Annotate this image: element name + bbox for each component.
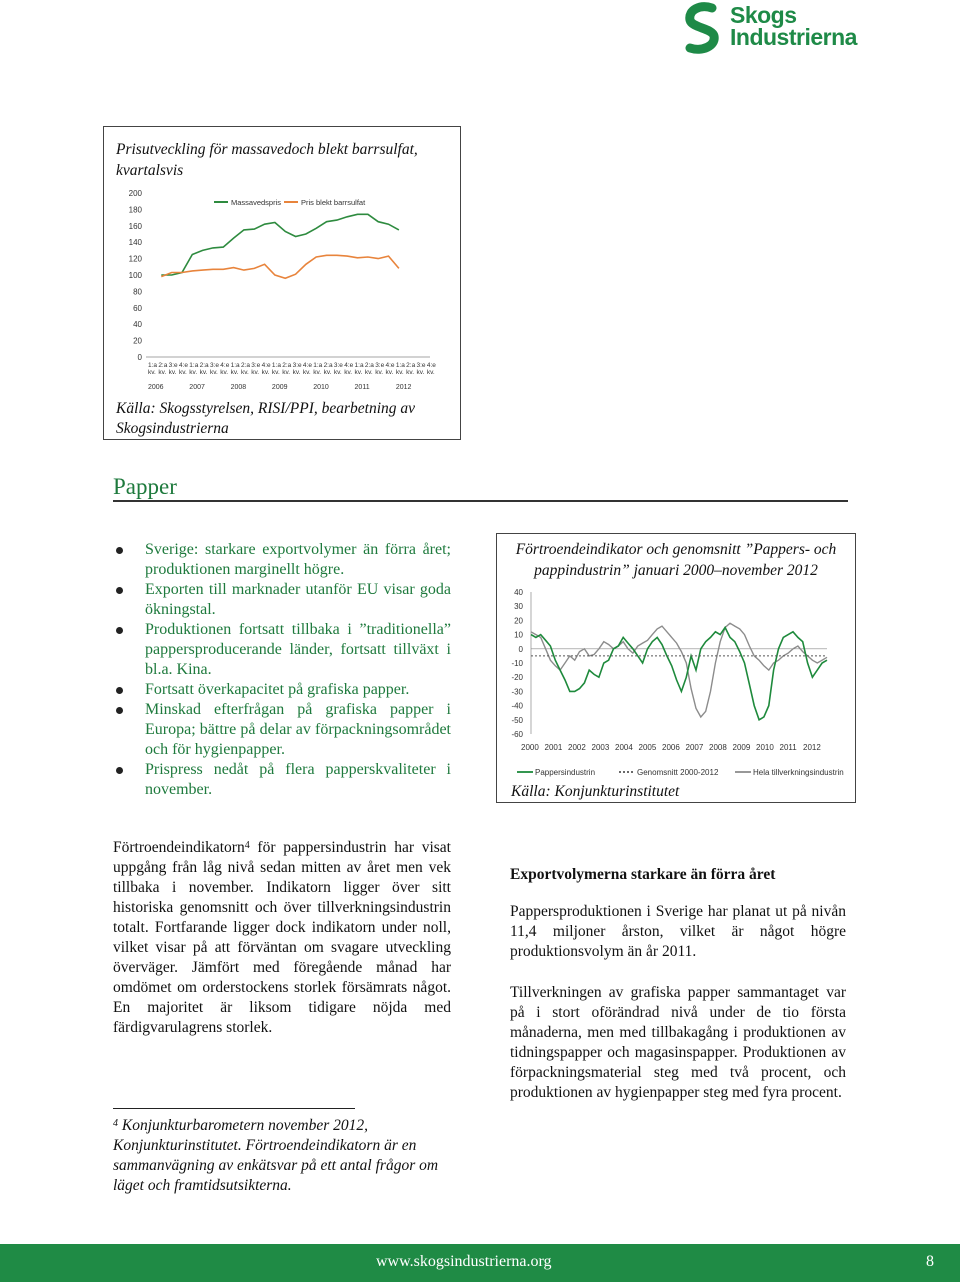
confidence-chart-source: Källa: Konjunkturinstitutet (511, 783, 680, 800)
x-quarter-label: kv. (168, 369, 177, 376)
bullet-item: Minskad efterfrågan på grafiska papper i Europa; bättre på delar av förpackningsområdet och för hygienpapper. (113, 700, 451, 760)
x-tick-label: 2006 (662, 743, 680, 752)
x-quarter-label: 1:a (395, 362, 405, 369)
y-tick-label: 0 (137, 353, 142, 362)
x-year-label: 2012 (395, 384, 412, 391)
y-tick-label: 30 (514, 602, 523, 612)
y-tick-label: 20 (514, 616, 523, 626)
x-quarter-label: kv. (385, 369, 394, 376)
x-tick-label: 2010 (756, 743, 774, 752)
x-quarter-label: kv. (230, 369, 239, 376)
bullet-list (113, 540, 451, 800)
x-quarter-label: 1:a (271, 362, 281, 369)
x-quarter-label: kv. (364, 369, 373, 376)
x-quarter-label: kv. (302, 369, 311, 376)
x-quarter-label: 2:a (158, 362, 168, 369)
x-tick-label: 2012 (803, 743, 821, 752)
y-tick-label: -50 (511, 715, 523, 725)
x-quarter-label: kv. (178, 369, 187, 376)
logo-line1: Skogs (730, 2, 797, 28)
x-quarter-label: 4:e (178, 362, 189, 369)
y-tick-label: 140 (128, 238, 142, 248)
bullet-item: Produktionen fortsatt tillbaka i ”traditionella” pappersproducerande länder, fortsatt tillväxt i bl.a. Kina. (113, 620, 451, 680)
legend-label: Genomsnitt 2000-2012 (637, 768, 719, 777)
graphic-paper-paragraph: Tillverkningen av grafiska papper sammantaget var på i stort oförändrad nivå under de tio första månaderna, men med tillbakagång i produktionen av tidningspapper och magasinspapper. Produktionen av förpackningsmaterial steg med två procent, och produktionen av hygienpapper steg med fyra procent. (510, 984, 846, 1101)
y-tick-label: -40 (511, 701, 523, 711)
x-quarter-label: 2:a (323, 362, 333, 369)
indicator-paragraph: Förtroendeindikatorn$^4$ för pappersindustrin har visat uppgång från låg nivå sedan mitten av året men vek tillbaka i november. Indikatorn ligger över sitt historiska genomsnitt och över tillverkningsindustrin totalt. Fortfarande ligger dock indikatorn under noll, vilket visar på att förväntan om svagare utveckling överväger. Jämfört med föregående månad har omdömet om orderstockens storlek försämrats något. En majoritet är liksom tidigare nöjda med färdigvarulagrens storlek. (113, 839, 451, 1036)
bullet-item: Fortsatt överkapacitet på grafiska papper. (113, 680, 451, 700)
x-quarter-label: 2:a (282, 362, 292, 369)
x-quarter-label: kv. (292, 369, 301, 376)
x-year-label: 2008 (230, 384, 247, 391)
x-quarter-label: kv. (199, 369, 208, 376)
x-quarter-label: 4:e (344, 362, 354, 369)
x-quarter-label: kv. (416, 369, 425, 376)
x-quarter-label: kv. (406, 369, 415, 376)
legend-label: Pris blekt barrsulfat (301, 198, 366, 207)
x-tick-label: 2000 (521, 743, 539, 752)
price-chart-box (103, 126, 461, 440)
y-tick-label: 120 (128, 254, 142, 264)
footnote-ref[interactable]: 4 (244, 840, 250, 851)
x-quarter-label: 2:a (364, 362, 374, 369)
x-quarter-label: 4:e (426, 362, 436, 369)
y-tick-label: 20 (133, 336, 142, 346)
x-quarter-label: kv. (395, 369, 404, 376)
confidence-chart (497, 584, 855, 784)
x-tick-label: 2011 (779, 743, 797, 752)
y-tick-label: 80 (133, 287, 142, 297)
x-quarter-label: 3:e (251, 362, 261, 369)
logo-s-icon (682, 2, 726, 56)
x-year-label: 2007 (189, 384, 205, 391)
x-tick-label: 2004 (615, 743, 633, 752)
x-quarter-label: 3:e (333, 362, 343, 369)
x-year-label: 2009 (271, 384, 288, 391)
legend-label: Hela tillverkningsindustrin (753, 768, 844, 777)
skogsindustrierna-logo (680, 2, 890, 58)
x-tick-label: 2005 (638, 743, 657, 752)
footnote: $^4$ Konjunkturbarometern november 2012, Konjunkturinstitutet. Förtroendeindikatorn är en sammanvägning av enkätsvar på ett antal frågor om läget och framtidsutsikterna. (113, 1117, 439, 1194)
x-quarter-label: kv. (282, 369, 291, 376)
x-quarter-label: kv. (375, 369, 384, 376)
x-quarter-label: kv. (240, 369, 249, 376)
x-tick-label: 2003 (591, 743, 610, 752)
x-quarter-label: 4:e (220, 362, 230, 369)
section-divider (113, 500, 848, 502)
x-quarter-label: 3:e (168, 362, 178, 369)
x-tick-label: 2008 (709, 743, 727, 752)
x-quarter-label: 4:e (261, 362, 271, 369)
footnote-divider (113, 1108, 355, 1109)
y-tick-label: 40 (133, 320, 142, 330)
series-line-paper (531, 628, 827, 720)
y-tick-label: 0 (518, 644, 523, 654)
x-quarter-label: kv. (313, 369, 322, 376)
y-tick-label: -60 (511, 730, 523, 739)
y-tick-label: 200 (128, 189, 142, 198)
page-number: 8 (926, 1253, 934, 1270)
y-tick-label: 60 (133, 303, 142, 313)
x-quarter-label: 4:e (302, 362, 312, 369)
x-quarter-label: 3:e (292, 362, 302, 369)
x-quarter-label: kv. (333, 369, 342, 376)
series-line (161, 255, 399, 278)
x-quarter-label: kv. (158, 369, 167, 376)
y-tick-label: 160 (128, 221, 142, 231)
x-quarter-label: kv. (251, 369, 260, 376)
y-tick-label: 180 (128, 205, 142, 215)
x-quarter-label: 4:e (385, 362, 395, 369)
footer-url-link[interactable]: www.skogsindustrierna.org (376, 1253, 552, 1270)
logo-line2: Industrierna (730, 24, 857, 50)
legend-label: Massavedspris (231, 198, 282, 207)
bullet-item: Exporten till marknader utanför EU visar goda ökningstal. (113, 580, 451, 620)
confidence-chart-title: Förtroendeindikator och genomsnitt ”Pappers- och pappindustrin” januari 2000–november 2012 (515, 541, 837, 579)
bullet-item: Sverige: starkare exportvolymer än förra året; produktionen marginellt högre. (113, 540, 451, 580)
x-quarter-label: kv. (323, 369, 332, 376)
x-tick-label: 2001 (544, 743, 563, 752)
y-tick-label: -30 (511, 687, 523, 697)
y-tick-label: -20 (511, 673, 523, 683)
y-tick-label: -10 (511, 659, 523, 668)
bullet-item: Prispress nedåt på flera papperskvaliteter i november. (113, 760, 451, 800)
x-tick-label: 2002 (568, 743, 586, 752)
x-year-label: 2006 (148, 384, 164, 391)
export-subheading: Exportvolymerna starkare än förra året (510, 866, 776, 883)
x-quarter-label: kv. (189, 369, 198, 376)
x-tick-label: 2007 (685, 743, 704, 752)
x-quarter-label: 2:a (406, 362, 416, 369)
x-quarter-label: kv. (426, 369, 435, 376)
x-quarter-label: kv. (344, 369, 353, 376)
x-quarter-label: 2:a (240, 362, 250, 369)
x-quarter-label: 1:a (189, 362, 199, 369)
x-quarter-label: kv. (209, 369, 218, 376)
x-quarter-label: 3:e (375, 362, 385, 369)
x-quarter-label: 1:a (354, 362, 364, 369)
x-quarter-label: 1:a (313, 362, 323, 369)
x-quarter-label: 1:a (230, 362, 240, 369)
x-quarter-label: 1:a (148, 362, 158, 369)
y-tick-label: 100 (128, 271, 142, 280)
x-year-label: 2011 (354, 384, 370, 391)
price-chart-source: Källa: Skogsstyrelsen, RISI/PPI, bearbetning av Skogsindustrierna (116, 400, 416, 437)
production-paragraph: Pappersproduktionen i Sverige har planat ut på nivån 11,4 miljoner årston, vilket är något högre produktionsvolym än år 2011. (510, 903, 846, 960)
legend-label: Pappersindustrin (535, 768, 596, 777)
price-chart-title: Prisutveckling för massavedoch blekt barrsulfat, kvartalsvis (116, 141, 418, 179)
section-heading: Papper (113, 474, 177, 499)
series-line (161, 214, 399, 275)
x-quarter-label: kv. (271, 369, 280, 376)
x-quarter-label: kv. (220, 369, 229, 376)
price-chart (104, 183, 460, 393)
y-tick-label: 40 (514, 588, 523, 597)
y-tick-label: 10 (514, 630, 523, 640)
x-year-label: 2010 (313, 384, 329, 391)
x-quarter-label: 3:e (416, 362, 426, 369)
x-quarter-label: kv. (148, 369, 156, 376)
x-quarter-label: kv. (354, 369, 363, 376)
x-quarter-label: 3:e (209, 362, 220, 369)
confidence-chart-box (496, 533, 856, 803)
x-quarter-label: kv. (261, 369, 270, 376)
x-quarter-label: 2:a (199, 362, 209, 369)
x-tick-label: 2009 (732, 743, 751, 752)
